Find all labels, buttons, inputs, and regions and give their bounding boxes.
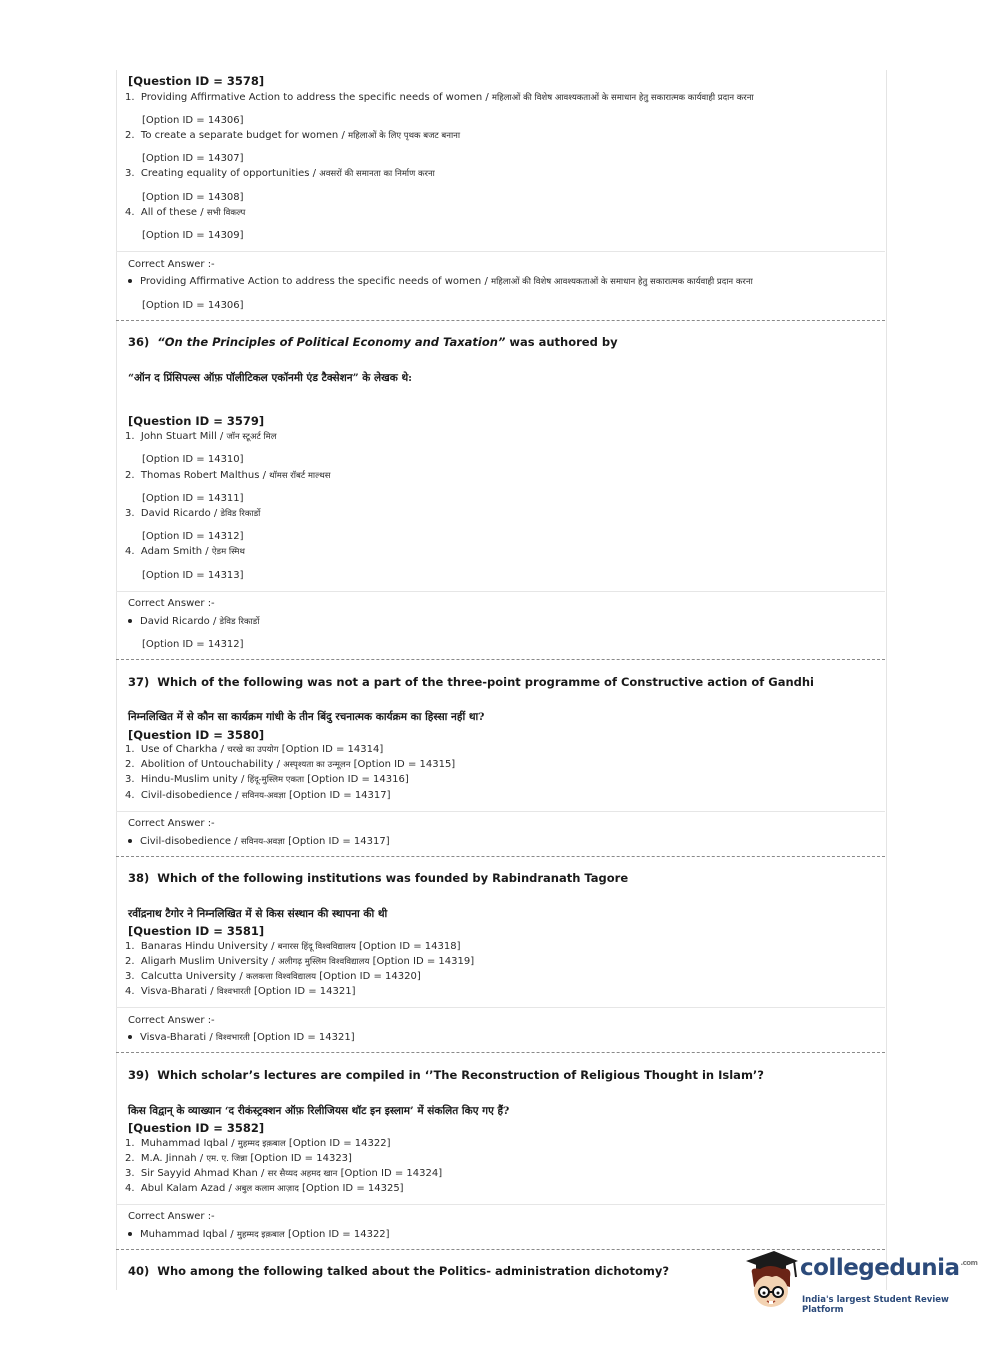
- option-1: 1. Muhammad Iqbal / मुहम्मद इक़बाल [Option ID = 14322]: [125, 1138, 391, 1149]
- question-id: [Question ID = 3579]: [128, 414, 265, 428]
- bullet-icon: [128, 279, 132, 283]
- question-title: 40) Who among the following talked about the Politics- administration dichotomy?: [128, 1264, 669, 1278]
- bullet-icon: [128, 1232, 132, 1236]
- question-separator: [116, 320, 885, 321]
- option-2: 2. Abolition of Untouchability / अस्पृश्यता का उन्मूलन [Option ID = 14315]: [125, 759, 456, 770]
- option-1: 1. Use of Charkha / चरखे का उपयोग [Option ID = 14314]: [125, 744, 384, 755]
- option-id: [Option ID = 14307]: [142, 153, 244, 164]
- bullet-icon: [128, 619, 132, 623]
- option-3: 3. Hindu-Muslim unity / हिंदू-मुस्लिम एकता [Option ID = 14316]: [125, 774, 409, 785]
- option-3: 3. David Ricardo / डेविड रिकार्डो: [125, 508, 261, 519]
- question-hindi: “ऑन द प्रिंसिपल्स ऑफ़ पॉलीटिकल एकॉनमी एंड टैक्सेशन” के लेखक थे:: [128, 372, 413, 384]
- option-4: 4. Adam Smith / ऐडम स्मिथ: [125, 546, 245, 557]
- question-hindi: निम्नलिखित में से कौन सा कार्यक्रम गांधी के तीन बिंदु रचनात्मक कार्यक्रम का हिस्सा नहीं था?: [128, 711, 485, 723]
- option-3: 3. Sir Sayyid Ahmad Khan / सर सैय्यद अहमद खान [Option ID = 14324]: [125, 1168, 443, 1179]
- question-title: 38) Which of the following institutions was founded by Rabindranath Tagore: [128, 871, 629, 885]
- bullet-icon: [128, 839, 132, 843]
- correct-answer-label: Correct Answer :-: [128, 1015, 215, 1026]
- divider: [116, 251, 885, 252]
- option-1: 1. Providing Affirmative Action to address the specific needs of women / महिलाओं की विशेष आवश्यकताओं के समाधान हेतु सकारात्मक कार्यवाही प्रदान करना: [125, 92, 754, 103]
- option-id: [Option ID = 14308]: [142, 192, 244, 203]
- option-id: [Option ID = 14313]: [142, 570, 244, 581]
- option-id: [Option ID = 14306]: [142, 300, 244, 311]
- option-id: [Option ID = 14312]: [142, 531, 244, 542]
- divider: [116, 1204, 885, 1205]
- option-id: [Option ID = 14312]: [142, 639, 244, 650]
- correct-answer-label: Correct Answer :-: [128, 1211, 215, 1222]
- correct-answer-label: Correct Answer :-: [128, 259, 215, 270]
- question-title: 39) Which scholar’s lectures are compiled in ‘’The Reconstruction of Religious Thought in Islam’?: [128, 1068, 764, 1082]
- mascot-icon: [742, 1247, 800, 1313]
- correct-answer: Providing Affirmative Action to address the specific needs of women / महिलाओं की विशेष आवश्यकताओं के समाधान हेतु सकारात्मक कार्यवाही प्रदान करना: [128, 276, 753, 287]
- correct-answer: David Ricardo / डेविड रिकार्डो: [128, 616, 259, 627]
- option-1: 1. John Stuart Mill / जॉन स्टूअर्ट मिल: [125, 431, 277, 442]
- logo-wordmark: collegedunia$^{.com}$: [800, 1255, 978, 1281]
- option-1: 1. Banaras Hindu University / बनारस हिंदू विश्वविद्यालय [Option ID = 14318]: [125, 941, 461, 952]
- divider: [116, 811, 885, 812]
- divider: [116, 1007, 885, 1008]
- question-id: [Question ID = 3581]: [128, 924, 265, 938]
- option-3: 3. Creating equality of opportunities / अवसरों की समानता का निर्माण करना: [125, 168, 435, 179]
- option-id: [Option ID = 14306]: [142, 115, 244, 126]
- question-title: 37) Which of the following was not a part of the three-point programme of Constructive action of Gandhi: [128, 675, 814, 689]
- option-2: 2. To create a separate budget for women / महिलाओं के लिए पृथक बजट बनाना: [125, 130, 461, 141]
- option-id: [Option ID = 14309]: [142, 230, 244, 241]
- correct-answer: Visva-Bharati / विश्वभारती [Option ID = 14321]: [128, 1032, 355, 1043]
- question-hindi: रवींद्रनाथ टैगोर ने निम्नलिखित में से किस संस्थान की स्थापना की थी: [128, 908, 388, 920]
- question-hindi: किस विद्वान् के व्याख्यान ‘द रीकंस्ट्रक्शन ऑफ़ रिलीजियस थॉट इन इस्लाम’ में संकलित किए गए हैं?: [128, 1105, 510, 1117]
- correct-answer: Civil-disobedience / सविनय-अवज्ञा [Option ID = 14317]: [128, 836, 390, 847]
- option-2: 2. M.A. Jinnah / एम. ए. जिन्ना [Option ID = 14323]: [125, 1153, 352, 1164]
- divider: [116, 591, 885, 592]
- correct-answer: Muhammad Iqbal / मुहम्मद इक़बाल [Option ID = 14322]: [128, 1229, 390, 1240]
- question-id: [Question ID = 3580]: [128, 728, 265, 742]
- option-id: [Option ID = 14311]: [142, 493, 244, 504]
- correct-answer-label: Correct Answer :-: [128, 598, 215, 609]
- bullet-icon: [128, 1035, 132, 1039]
- question-id: [Question ID = 3582]: [128, 1121, 265, 1135]
- correct-answer-label: Correct Answer :-: [128, 818, 215, 829]
- option-4: 4. Abul Kalam Azad / अबुल कलाम आज़ाद [Option ID = 14325]: [125, 1183, 404, 1194]
- question-separator: [116, 856, 885, 857]
- option-4: 4. All of these / सभी विकल्प: [125, 207, 246, 218]
- option-id: [Option ID = 14310]: [142, 454, 244, 465]
- option-4: 4. Civil-disobedience / सविनय-अवज्ञा [Option ID = 14317]: [125, 790, 391, 801]
- option-4: 4. Visva-Bharati / विश्वभारती [Option ID = 14321]: [125, 986, 356, 997]
- question-id: [Question ID = 3578]: [128, 74, 265, 88]
- option-3: 3. Calcutta University / कलकत्ता विश्वविद्यालय [Option ID = 14320]: [125, 971, 421, 982]
- question-title: 36) “On the Principles of Political Economy and Taxation” was authored by: [128, 335, 618, 349]
- collegedunia-logo: [742, 1247, 978, 1317]
- logo-tagline: India's largest Student Review Platform: [802, 1295, 949, 1315]
- option-2: 2. Thomas Robert Malthus / थॉमस रॉबर्ट माल्थस: [125, 470, 331, 481]
- question-separator: [116, 1052, 885, 1053]
- question-separator: [116, 659, 885, 660]
- option-2: 2. Aligarh Muslim University / अलीगढ़ मुस्लिम विश्वविद्यालय [Option ID = 14319]: [125, 956, 475, 967]
